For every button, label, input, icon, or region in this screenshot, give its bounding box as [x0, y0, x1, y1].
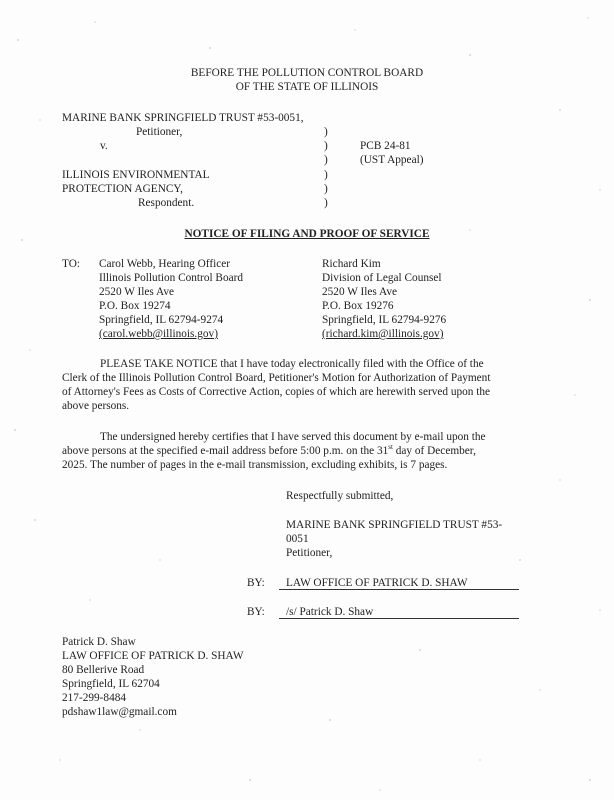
recipient-address1: 2520 W Iles Ave: [322, 286, 397, 298]
recipient-address2: P.O. Box 19276: [322, 300, 394, 312]
attorney-phone: 217-299-8484: [62, 692, 127, 704]
caption-bracket: ): [324, 183, 328, 195]
recipient-email-link[interactable]: (richard.kim@illinois.gov): [322, 328, 444, 340]
respondent-role: Respondent.: [138, 197, 195, 209]
caption-bracket: ): [324, 169, 328, 181]
notice-paragraph-line: Clerk of the Illinois Pollution Control Board, Petitioner's Motion for Authorization of Payment: [62, 372, 491, 384]
petitioner-name: MARINE BANK SPRINGFIELD TRUST #53-0051,: [62, 112, 304, 124]
caption-bracket: ): [324, 140, 328, 152]
electronic-signature: /s/ Patrick D. Shaw: [286, 606, 374, 618]
law-office-signature: LAW OFFICE OF PATRICK D. SHAW: [286, 577, 468, 589]
signature-line: [279, 589, 519, 590]
attorney-firm: LAW OFFICE OF PATRICK D. SHAW: [62, 650, 244, 662]
board-subtitle: OF THE STATE OF ILLINOIS: [235, 81, 379, 93]
recipient-address2: P.O. Box 19274: [99, 300, 171, 312]
notice-paragraph-line: PLEASE TAKE NOTICE that I have today electronically filed with the Office of the: [100, 358, 484, 370]
recipient-name: Carol Webb, Hearing Officer: [99, 258, 231, 270]
attorney-email[interactable]: pdshaw1law@gmail.com: [62, 706, 177, 718]
signature-line: [279, 618, 519, 619]
attorney-name: Patrick D. Shaw: [62, 636, 136, 648]
recipient-city: Springfield, IL 62794-9276: [322, 314, 447, 326]
attorney-street: 80 Bellerive Road: [62, 664, 145, 676]
recipient-address1: 2520 W Iles Ave: [99, 286, 174, 298]
notice-title: NOTICE OF FILING AND PROOF OF SERVICE: [184, 228, 430, 240]
ordinal-suffix: st: [388, 443, 393, 452]
certification-line: above persons at the specified e-mail address before 5:00 p.m. on the 31st day of December,: [62, 443, 476, 457]
signatory-party-line2: 0051: [286, 533, 309, 545]
petitioner-role: Petitioner,: [136, 126, 183, 138]
recipient-name: Richard Kim: [322, 258, 381, 270]
attorney-city: Springfield, IL 62704: [62, 678, 160, 690]
caption-bracket: ): [324, 154, 328, 166]
notice-paragraph-line: of Attorney's Fees as Costs of Corrective Action, copies of which are herewith served upon the: [62, 386, 491, 398]
certification-line: 2025. The number of pages in the e-mail transmission, excluding exhibits, is 7 pages.: [62, 459, 448, 471]
respondent-name-line1: ILLINOIS ENVIRONMENTAL: [62, 169, 210, 181]
recipient-org: Division of Legal Counsel: [322, 272, 442, 284]
respondent-name-line2: PROTECTION AGENCY,: [62, 183, 183, 195]
by-label: BY:: [247, 606, 265, 618]
signatory-role: Petitioner,: [286, 547, 333, 559]
recipient-email-link[interactable]: (carol.webb@illinois.gov): [99, 328, 218, 340]
recipient-org: Illinois Pollution Control Board: [99, 272, 244, 284]
notice-paragraph-line: above persons.: [62, 400, 130, 412]
to-label: TO:: [62, 258, 80, 270]
caption-bracket: ): [324, 197, 328, 209]
case-type: (UST Appeal): [360, 154, 424, 166]
certification-line: The undersigned hereby certifies that I have served this document by e-mail upon the: [100, 431, 486, 443]
signatory-party-line1: MARINE BANK SPRINGFIELD TRUST #53-: [286, 519, 503, 531]
recipient-city: Springfield, IL 62794-9274: [99, 314, 224, 326]
case-number: PCB 24-81: [360, 140, 411, 152]
closing: Respectfully submitted,: [286, 490, 394, 502]
versus: v.: [100, 140, 108, 152]
board-title: BEFORE THE POLLUTION CONTROL BOARD: [190, 67, 424, 79]
caption-bracket: ): [324, 126, 328, 138]
by-label: BY:: [247, 577, 265, 589]
